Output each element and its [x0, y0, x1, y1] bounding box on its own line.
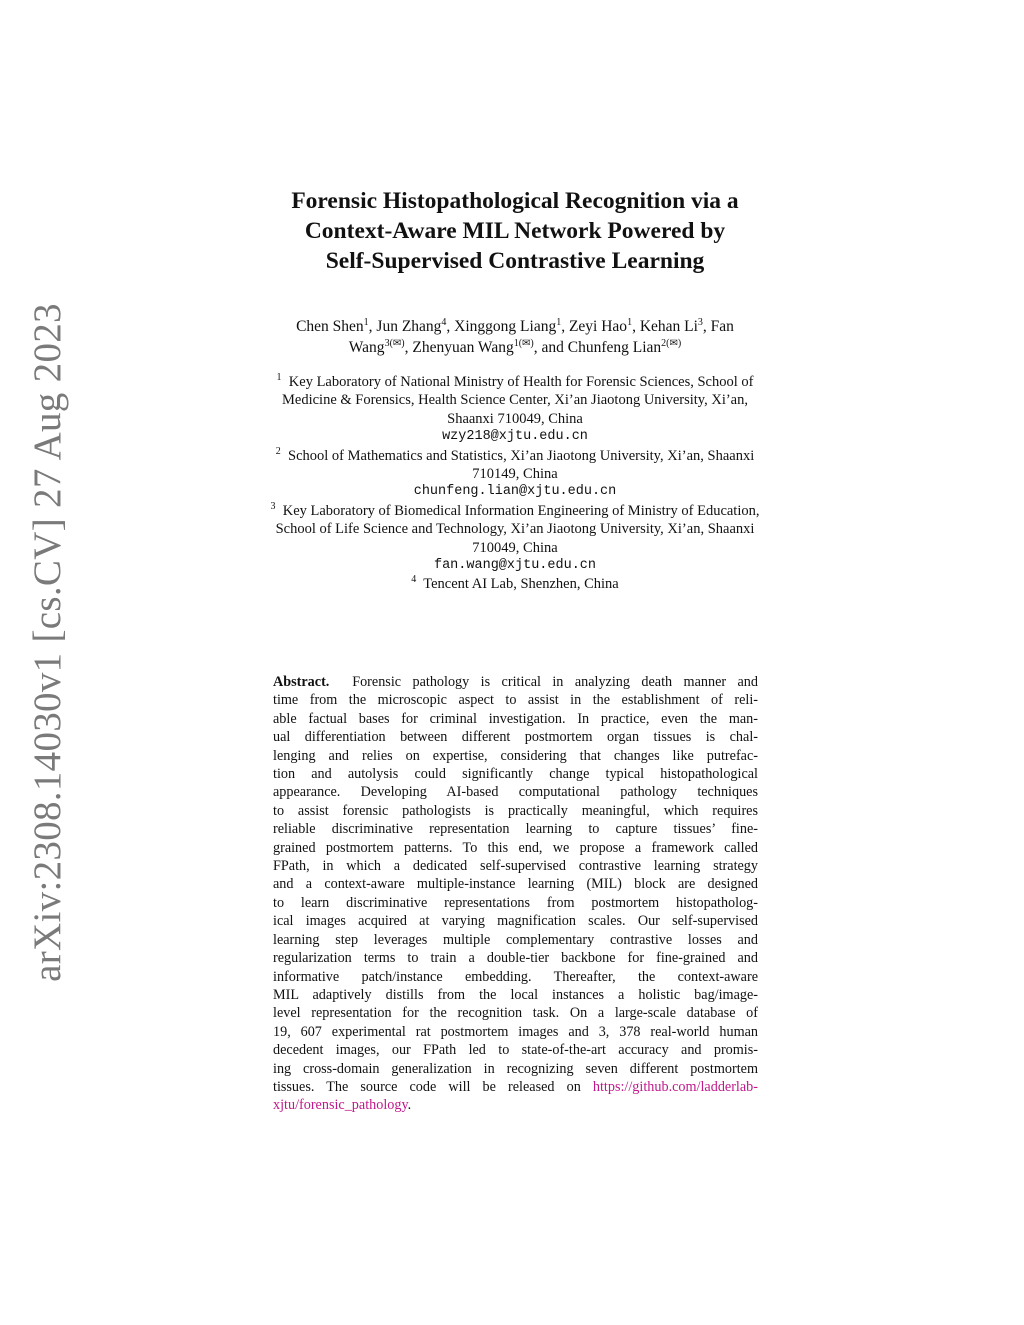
abstract-line: ical images acquired at varying magnification scales. Our self-supervised [273, 913, 758, 930]
affiliation-email[interactable]: chunfeng.lian@xjtu.edu.cn [413, 484, 617, 500]
abstract-line: MIL adaptively distills from the local instances a holistic bag/image- [273, 986, 758, 1003]
abstract-line: tion and autolysis could significantly change typical histopathological [273, 766, 758, 783]
abstract-line: decedent images, our FPath led to state-of-the-art accuracy and promis- [273, 1042, 758, 1059]
author-name: , Jun Zhang [368, 318, 442, 335]
author-affil-mark: 1 [556, 316, 562, 328]
abstract-line: time from the microscopic aspect to assist in the establishment of reli- [273, 692, 758, 709]
affiliation-email[interactable]: fan.wang@xjtu.edu.cn [433, 558, 597, 574]
author-list [200, 316, 830, 358]
abstract-line: able factual bases for criminal investigation. In practice, even the man- [273, 710, 758, 727]
abstract-line: grained postmortem patterns. To this end, we propose a framework called [273, 839, 758, 856]
affiliation-line: 710049, China [472, 539, 558, 556]
author-name: , Zhenyuan Wang [404, 339, 514, 356]
author-name: , Xinggong Liang [446, 318, 557, 335]
author-affil-mark: 2(✉) [661, 337, 682, 349]
arxiv-identifier-text: arXiv:2308.14030v1 [cs.CV] 27 Aug 2023 [25, 303, 69, 982]
source-code-link[interactable]: https://github.com/ladderlab- [592, 1078, 758, 1095]
title-line: Self-Supervised Contrastive Learning [325, 248, 705, 274]
affiliation-line: Medicine & Forensics, Health Science Center, Xi’an Jiaotong University, Xi’an, [282, 392, 748, 409]
abstract-line: lenging and relies on expertise, considering that changes like putrefac- [273, 747, 758, 764]
abstract-line: learning step leverages multiple complementary contrastive losses and [273, 931, 758, 948]
abstract-text: Forensic pathology is critical in analyzing death manner and [352, 674, 758, 690]
author-affil-mark: 4 [441, 316, 447, 328]
title-line: Forensic Histopathological Recognition via a [291, 188, 739, 214]
author-name: , Fan [702, 318, 734, 335]
author-line [200, 337, 830, 358]
affiliation-text: Tencent AI Lab, Shenzhen, China [423, 576, 619, 593]
author-line [200, 316, 830, 337]
affiliation-text: Key Laboratory of Biomedical Information Engineering of Ministry of Education, [282, 502, 760, 519]
affiliation-number: 3 [270, 501, 276, 513]
affiliation-line: Shaanxi 710049, China [447, 410, 583, 427]
source-code-link-continued[interactable]: xjtu/forensic_pathology [273, 1097, 408, 1114]
author-name: , Zeyi Hao [561, 318, 628, 335]
affiliation-number: 2 [275, 445, 281, 457]
abstract-line [273, 1096, 758, 1114]
author-affil-mark: 3 [697, 316, 703, 328]
abstract-line [273, 673, 758, 691]
affiliation-line [200, 575, 830, 593]
abstract-line: regularization terms to train a double-tier backbone for fine-grained and [273, 950, 758, 967]
affiliation-line [200, 373, 830, 391]
paper-title [200, 186, 830, 276]
affiliation-line [200, 502, 830, 520]
abstract [273, 673, 758, 1115]
author-name: , and Chunfeng Lian [533, 339, 662, 356]
abstract-line [273, 1078, 758, 1096]
abstract-line: level representation for the recognition task. On a large-scale database of [273, 1005, 758, 1022]
abstract-line: appearance. Developing AI-based computational pathology techniques [273, 784, 758, 801]
abstract-text: . [407, 1097, 412, 1114]
title-line: Context-Aware MIL Network Powered by [304, 218, 726, 244]
author-affil-mark: 1(✉) [513, 337, 534, 349]
abstract-line: to learn discriminative representations from postmortem histopatholog- [273, 894, 758, 911]
abstract-line: ing cross-domain generalization in recognizing seven different postmortem [273, 1060, 758, 1077]
affiliations [200, 373, 830, 594]
abstract-label: Abstract. [273, 674, 330, 690]
author-affil-mark: 3(✉) [384, 337, 405, 349]
affiliation-line [200, 447, 830, 465]
affiliation-number: 4 [411, 574, 417, 586]
affiliation-text: School of Mathematics and Statistics, Xi’an Jiaotong University, Xi’an, Shaanxi [288, 447, 755, 464]
abstract-line: ual differentiation between different postmortem organ tissues is chal- [273, 729, 758, 746]
affiliation-number: 1 [276, 372, 282, 384]
affiliation-email[interactable]: wzy218@xjtu.edu.cn [442, 429, 588, 445]
author-name: Wang [348, 339, 385, 356]
affiliation-line: 710149, China [472, 466, 558, 483]
abstract-line: and a context-aware multiple-instance learning (MIL) block are designed [273, 876, 758, 893]
abstract-line: informative patch/instance embedding. Thereafter, the context-aware [273, 968, 758, 985]
author-name: , Kehan Li [632, 318, 698, 335]
abstract-line: reliable discriminative representation learning to capture tissues’ fine- [273, 821, 758, 838]
abstract-line: to assist forensic pathologists is practically meaningful, which requires [273, 802, 758, 819]
affiliation-line: School of Life Science and Technology, Xi’an Jiaotong University, Xi’an, Shaanxi [275, 521, 755, 538]
affiliation-text: Key Laboratory of National Ministry of Health for Forensic Sciences, School of [288, 374, 754, 390]
author-name: Chen Shen [296, 318, 364, 335]
abstract-line: 19, 607 experimental rat postmortem images and 3, 378 real-world human [273, 1023, 758, 1040]
abstract-line: FPath, in which a dedicated self-supervised contrastive learning strategy [273, 858, 758, 875]
author-affil-mark: 1 [363, 316, 369, 328]
abstract-text: tissues. The source code will be released on [273, 1078, 593, 1095]
arxiv-identifier [22, 303, 72, 982]
author-affil-mark: 1 [627, 316, 633, 328]
